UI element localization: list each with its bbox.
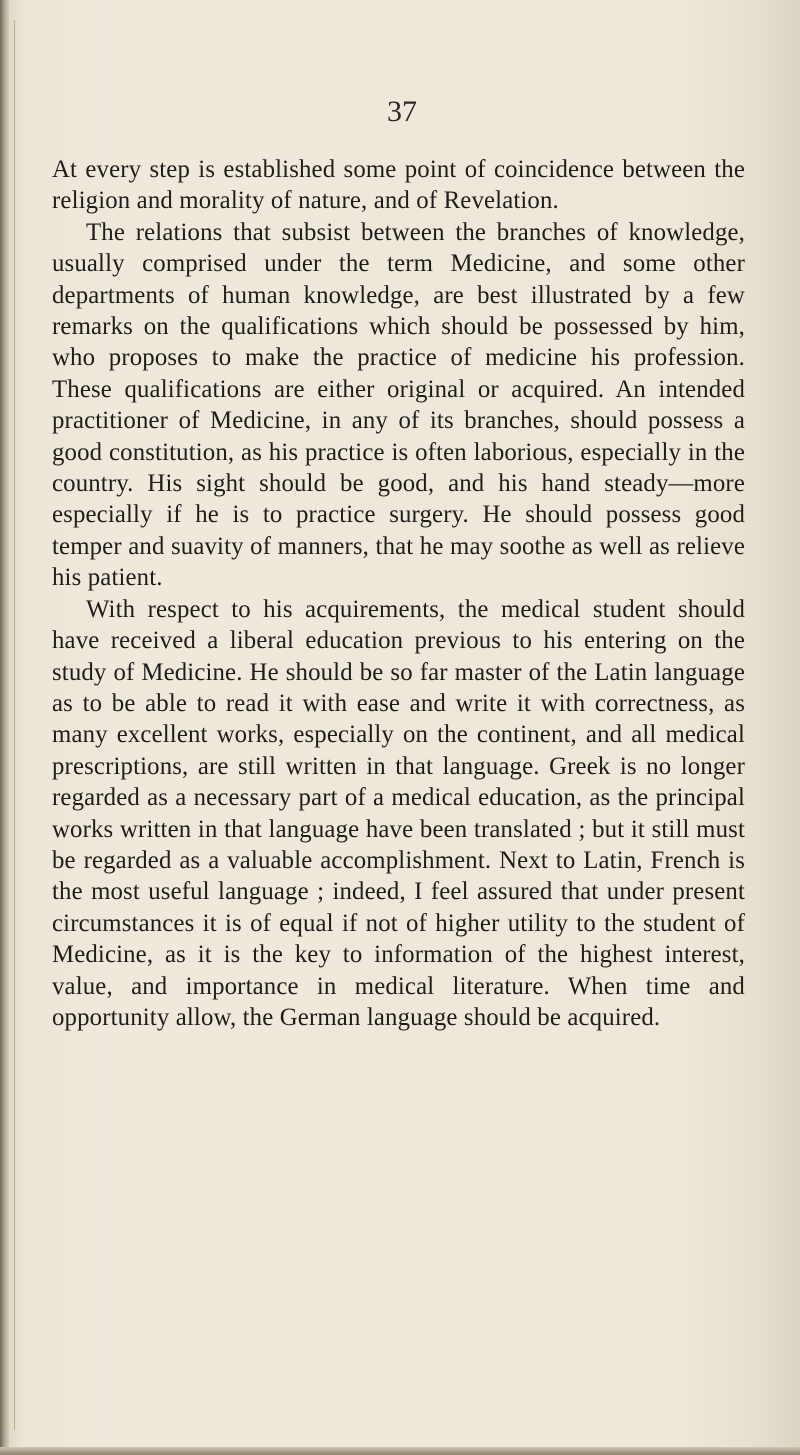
page-number: 37 bbox=[387, 95, 417, 128]
body-text bbox=[52, 154, 745, 1033]
paragraph-2: The relations that subsist between the branches of knowledge, usually comprised under the term Medicine, and some other departments of human knowledge, are best illustrated by a few remarks on the qualifications which should be possessed by him, who proposes to make the practice of medicine his profession. These qualifications are either original or acquired. An intended practitioner of Medicine, in any of its branches, should possess a good constitution, as his practice is often laborious, especially in the country. His sight should be good, and his hand steady—more especially if he is to practice surgery. He should possess good temper and suavity of manners, that he may soothe as well as relieve his patient. bbox=[52, 218, 745, 592]
paragraph-3: With respect to his acquirements, the medical student should have received a liberal education previous to his entering on the study of Medicine. He should be so far master of the Latin language as to be able to read it with ease and write it with correctness, as many excellent works, especially on the continent, and all medical prescriptions, are still written in that language. Greek is no longer regarded as a necessary part of a medical education, as the principal works written in that language have been translated ; but it still must be regarded as a valuable accomplishment. Next to Latin, French is the most useful language ; indeed, I feel assured that under present circumstances it is of equal if not of higher utility to the student of Medicine, as it is the key to information of the highest interest, value, and importance in medical literature. When time and opportunity allow, the German language should be acquired. bbox=[52, 595, 745, 1031]
page-binding-line bbox=[14, 20, 15, 1430]
paragraph-1: At every step is established some point of coincidence between the religion and morality of nature, and of Revelation. bbox=[52, 156, 745, 215]
page-binding-edge bbox=[0, 0, 9, 1455]
page-bottom-edge bbox=[0, 1447, 800, 1455]
